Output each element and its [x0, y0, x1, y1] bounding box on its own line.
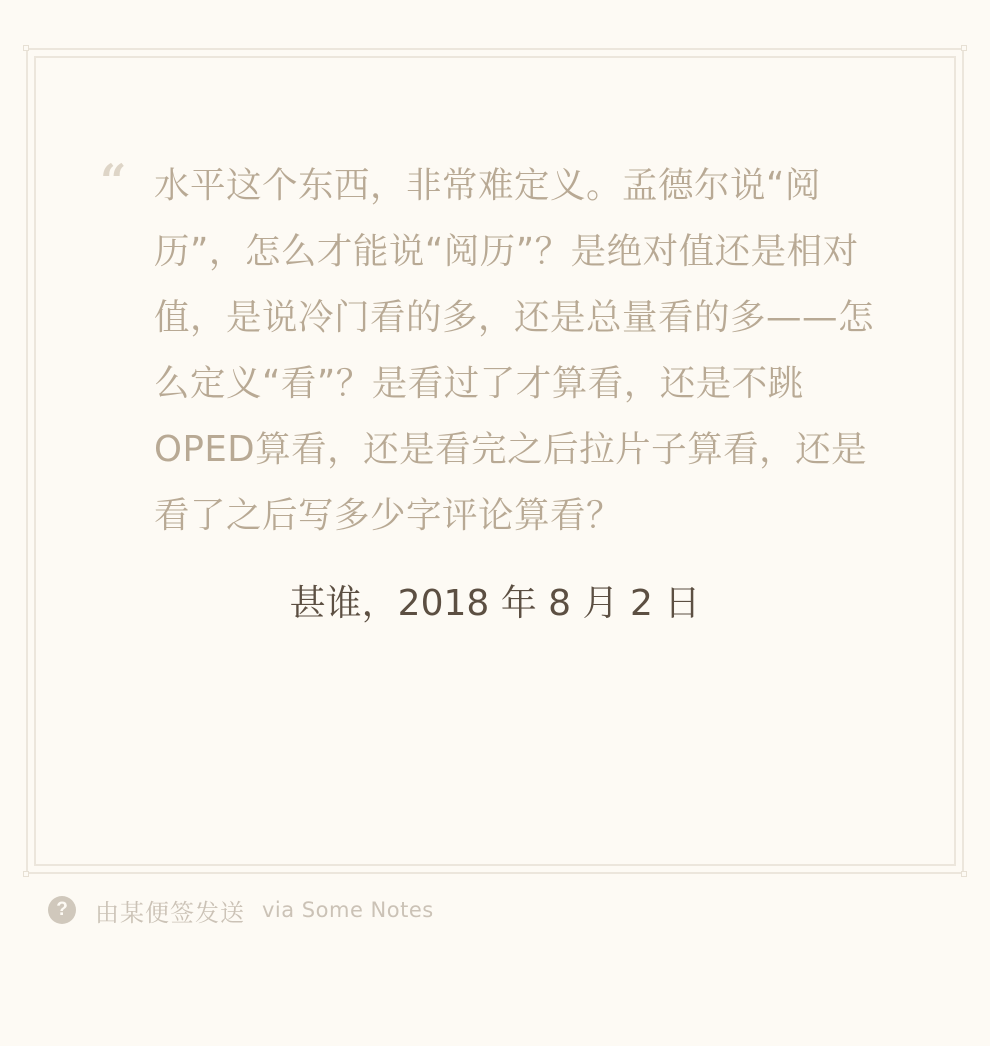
frame-corner-bottom-left [23, 871, 29, 877]
frame-corner-top-right [961, 45, 967, 51]
frame-corner-top-left [23, 45, 29, 51]
sent-via-label-en: via Some Notes [262, 898, 434, 922]
quote-text: 水平这个东西，非常难定义。孟德尔说“阅历”，怎么才能说“阅历”？是绝对值还是相对值，是说冷门看的多，还是总量看的多——怎么定义“看”？是看过了才算看，还是不跳OPED算看，还是看完之后拉片子算看，还是看了之后写多少字评论算看？ [154, 165, 875, 536]
footer [48, 893, 434, 927]
quote-mark-icon: “ [100, 154, 127, 208]
quote-attribution: 甚谁，2018 年 8 月 2 日 [289, 583, 701, 624]
sent-via-label-cn: 由某便签发送 [95, 898, 245, 927]
frame-corner-bottom-right [961, 871, 967, 877]
help-icon[interactable]: ? [48, 896, 76, 924]
